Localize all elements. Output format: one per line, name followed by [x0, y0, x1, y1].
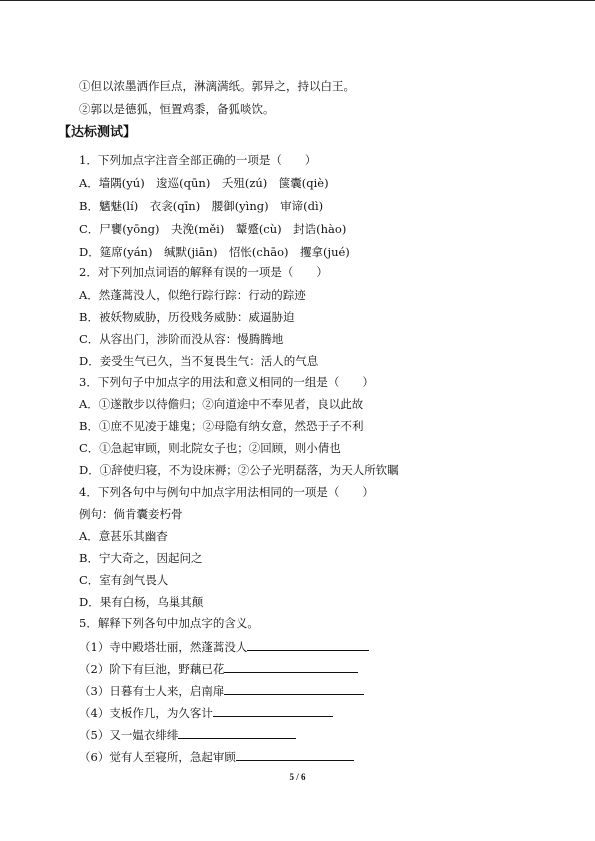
q2-option-a: A．然蓬蒿没人，似绝行踪行踪：行动的踪迹 [79, 288, 306, 302]
intro-line-2: ②郭以是德狐，恒置鸡黍，备狐啖饮。 [79, 102, 275, 116]
q4-option-d: D．果有白杨，乌巢其颠 [79, 595, 204, 609]
q5-answer-blank-4[interactable] [213, 704, 333, 717]
q2-option-d: D．妾受生气已久，当不复畏生气：活人的气息 [79, 354, 319, 368]
q3-option-c: C．①急起审顾，则北院女子也；②回顾，则小倩也 [79, 441, 341, 455]
q5-item-2 [79, 660, 358, 677]
q5-item-1-text: （1）寺中殿塔壮丽，然蓬蒿没人 [79, 640, 248, 654]
q4-option-c: C．室有剑气畏人 [79, 573, 169, 587]
page-top-border [0, 0, 595, 1]
q4-option-b: B．宁大奇之，因起问之 [79, 551, 203, 565]
section-title: 【达标测试】 [58, 125, 137, 140]
q5-item-4-text: （4）支板作几，为久客计 [79, 706, 213, 720]
q5-item-6-text: （6）觉有人至寝所，急起审顾 [79, 750, 236, 764]
q4-option-a: A．意甚乐其幽杳 [79, 529, 168, 543]
q5-item-2-text: （2）阶下有巨池，野藕已花 [79, 662, 225, 676]
q5-answer-blank-5[interactable] [178, 726, 296, 739]
q1-option-d: D．筵席(yán) 缄默(jiān) 怊怅(chāo) 攫拿(jué) [79, 245, 350, 259]
intro-line-1: ①但以浓墨洒作巨点，淋漓满纸。郭异之，持以白王。 [79, 79, 355, 93]
q3-stem: 3．下列句子中加点字的用法和意义相同的一组是（ ） [79, 375, 374, 389]
q5-item-1 [79, 638, 369, 655]
q5-stem: 5．解释下列各句中加点字的含义。 [79, 616, 259, 630]
q4-example: 例句：倘肯囊妾朽骨 [79, 507, 183, 521]
q2-option-b: B．被妖物威胁，历役贱务威胁：威逼胁迫 [79, 310, 295, 324]
q3-option-b: B．①庶不见凌于雄鬼；②母隐有纳女意，然恐于子不利 [79, 419, 364, 433]
q1-option-c: C．尸饔(yōng) 夬浼(měi) 颦蹙(cù) 封诰(hào) [79, 222, 347, 236]
q5-answer-blank-2[interactable] [224, 660, 358, 673]
q5-item-4 [79, 704, 333, 721]
q2-stem: 2．对下列加点词语的解释有误的一项是（ ） [79, 265, 328, 279]
q5-item-5 [79, 726, 296, 743]
q3-option-d: D．①辞使归寝，不为设床褥；②公子光明磊落，为天人所钦瞩 [79, 463, 399, 477]
q5-item-3 [79, 682, 364, 699]
q1-option-a: A．墙隅(yú) 逡巡(qūn) 夭殂(zú) 箧囊(qiè) [79, 176, 329, 190]
q1-option-b: B．魑魅(lí) 衣衾(qīn) 腰御(yìng) 审谛(dì) [79, 199, 324, 213]
q5-answer-blank-6[interactable] [236, 748, 354, 761]
q5-answer-blank-3[interactable] [224, 682, 364, 695]
q5-answer-blank-1[interactable] [247, 638, 369, 651]
q3-option-a: A．①遂散步以待儋归；②向道途中不奉见者，良以此故 [79, 397, 364, 411]
q5-item-6 [79, 748, 354, 765]
q2-option-c: C．从容出门，涉阶而没从容：慢腾腾地 [79, 332, 284, 346]
q4-stem: 4．下列各句中与例句中加点字用法相同的一项是（ ） [79, 485, 374, 499]
q5-item-3-text: （3）日暮有士人来，启南扉 [79, 684, 225, 698]
q1-stem: 1．下列加点字注音全部正确的一项是（ ） [79, 153, 317, 167]
q5-item-5-text: （5）又一媪衣绯绯 [79, 728, 179, 742]
page-number: 5 / 6 [289, 772, 306, 782]
